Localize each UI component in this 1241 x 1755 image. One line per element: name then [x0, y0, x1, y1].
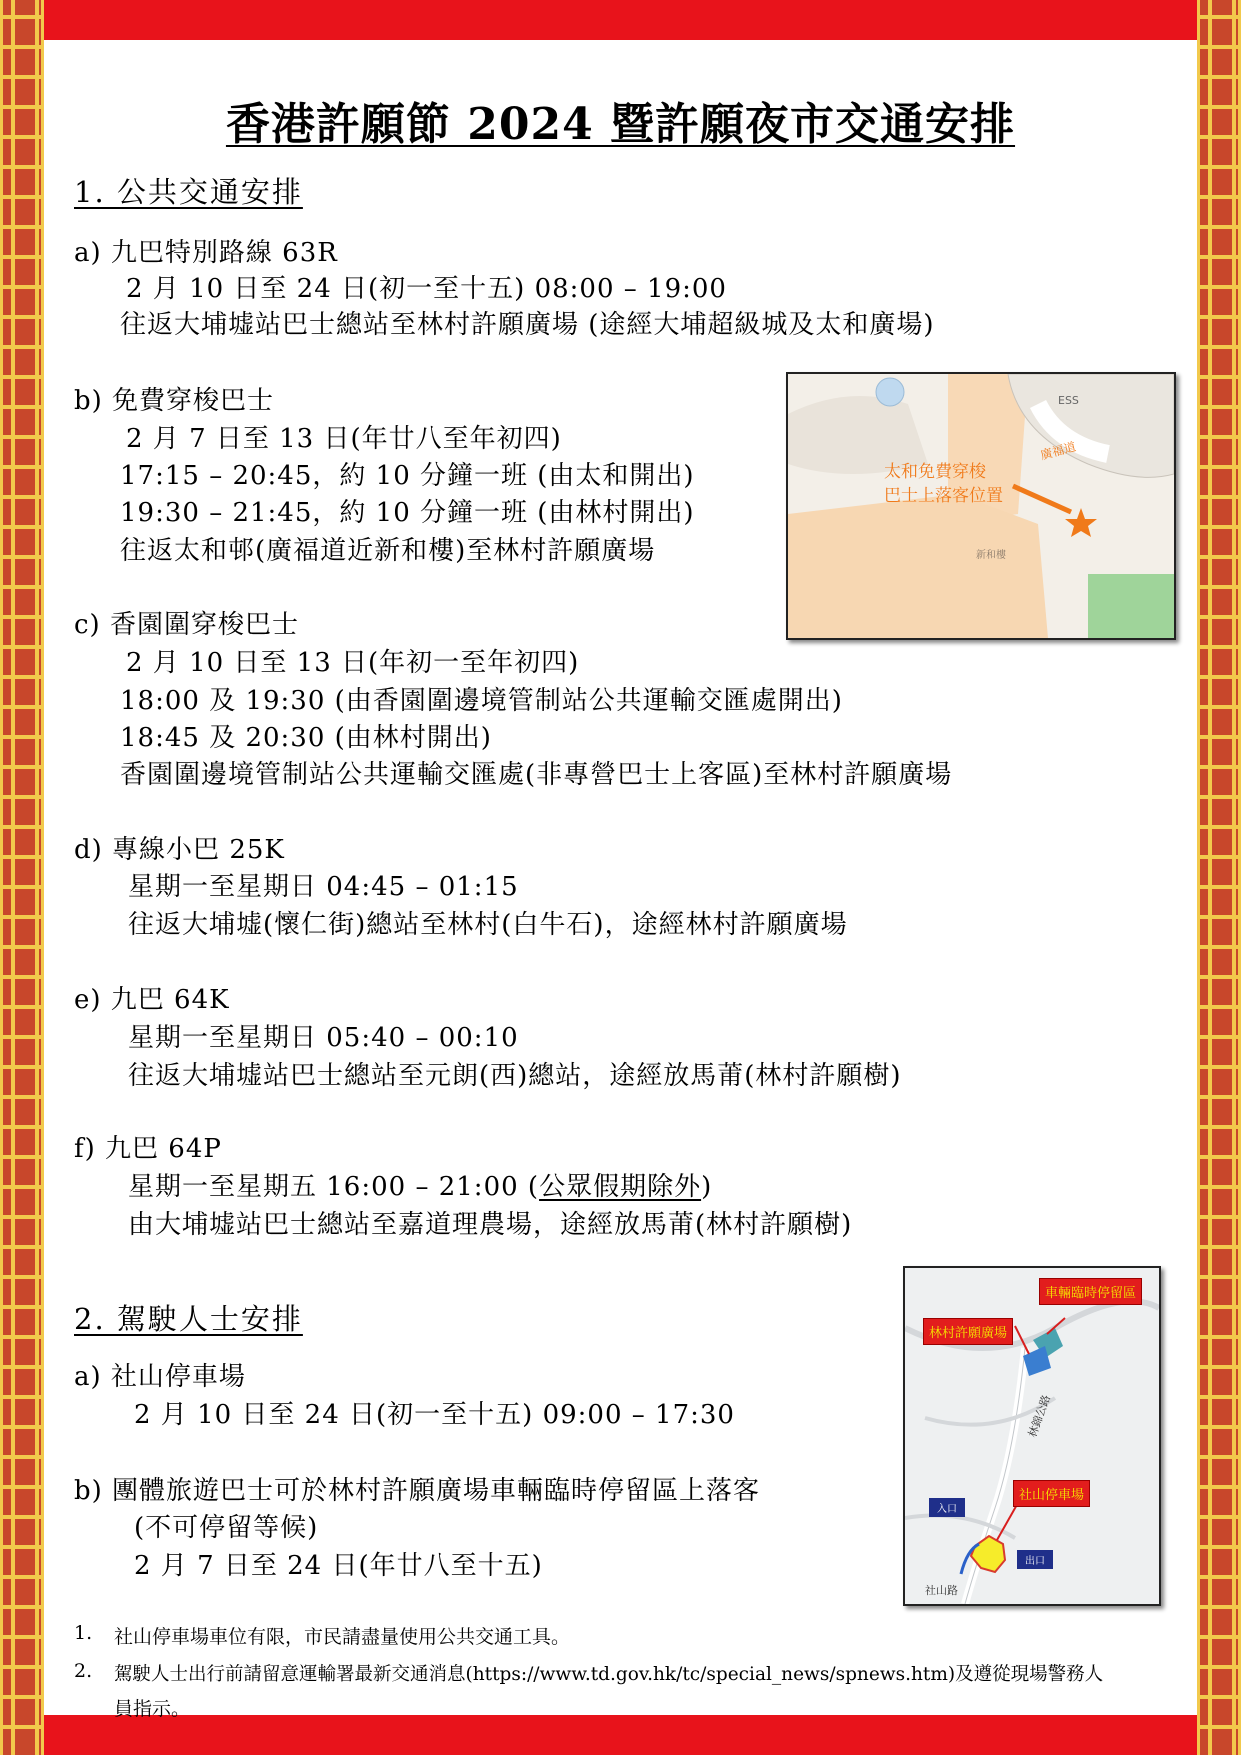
section-heading-drivers: 2. 駕駛人士安排 — [74, 1302, 303, 1336]
item-d-time: 星期一至星期日 04:45 – 01:15 — [128, 872, 519, 902]
item-c-title: c) 香園圍穿梭巴士 — [74, 610, 299, 640]
map1-label-line1: 太和免費穿梭 — [884, 462, 986, 482]
left-ornamental-border — [0, 0, 44, 1755]
item-c-time2: 18:45 及 20:30 (由林村開出) — [120, 723, 492, 753]
item-d-route: 往返大埔墟(懷仁街)總站至林村(白牛石)，途經林村許願廣場 — [128, 910, 848, 940]
item-a-route: 往返大埔墟站巴士總站至林村許願廣場 (途經大埔超級城及太和廣場) — [120, 310, 935, 340]
item-b-route: 往返太和邨(廣福道近新和樓)至林村許願廣場 — [120, 536, 656, 566]
map2-road2-label: 社山路 — [925, 1584, 958, 1597]
item-2b-note: (不可停留等候) — [134, 1513, 319, 1543]
item-f-time: 星期一至星期五 16:00 – 21:00 (公眾假期除外) — [128, 1172, 713, 1202]
item-f-route: 由大埔墟站巴士總站至嘉道理農場，途經放馬莆(林村許願樹) — [128, 1210, 853, 1240]
map2-carpark-label: 社山停車場 — [1013, 1480, 1090, 1507]
item-e-route: 往返大埔墟站巴士總站至元朗(西)總站，途經放馬莆(林村許願樹) — [128, 1061, 902, 1091]
map1-label-line2: 巴士上落客位置 — [884, 486, 1003, 506]
item-2b-date: 2 月 7 日至 24 日(年廿八至十五) — [134, 1551, 543, 1581]
map2-entrance-label: 入口 — [929, 1498, 965, 1517]
sheshan-carpark-map — [903, 1266, 1161, 1606]
note-2-number: 2. — [74, 1660, 93, 1682]
item-c-time1: 18:00 及 19:30 (由香園圍邊境管制站公共運輸交匯處開出) — [120, 686, 843, 716]
note-1-number: 1. — [74, 1622, 93, 1644]
map2-exit-label: 出口 — [1017, 1550, 1053, 1569]
map1-building-label: 新和樓 — [976, 550, 1006, 561]
public-holiday-exception: 公眾假期除外 — [539, 1172, 702, 1202]
item-2a-title: a) 社山停車場 — [74, 1362, 246, 1392]
page-title: 香港許願節 2024 暨許願夜市交通安排 — [225, 99, 1016, 150]
taiwo-shuttle-stop-map — [786, 372, 1176, 640]
map1-ess-label: ESS — [1058, 394, 1079, 407]
section-heading-public-transport: 1. 公共交通安排 — [74, 175, 303, 209]
item-2b-title: b) 團體旅遊巴士可於林村許願廣場車輛臨時停留區上落客 — [74, 1476, 761, 1506]
map2-road1-label: 林錦公路 — [1025, 1393, 1054, 1440]
note-1-text: 社山停車場車位有限，市民請盡量使用公共交通工具。 — [114, 1626, 571, 1648]
item-a-time: 2 月 10 日至 24 日(初一至十五) 08:00 – 19:00 — [126, 274, 727, 304]
item-e-title: e) 九巴 64K — [74, 985, 230, 1015]
note-2-text: 駕駛人士出行前請留意運輸署最新交通消息(https://www.td.gov.hk/tc/special_news/spnews.htm)及遵從現場警務人 — [114, 1664, 1104, 1685]
item-e-time: 星期一至星期日 05:40 – 00:10 — [128, 1023, 519, 1053]
top-red-banner — [0, 0, 1241, 40]
map2-temp-area-label: 車輛臨時停留區 — [1039, 1278, 1142, 1305]
item-b-time1: 17:15 – 20:45，約 10 分鐘一班 (由太和開出) — [120, 461, 695, 491]
item-b-time2: 19:30 – 21:45，約 10 分鐘一班 (由林村開出) — [120, 498, 695, 528]
bottom-red-banner — [0, 1715, 1241, 1755]
item-d-title: d) 專線小巴 25K — [74, 835, 285, 865]
item-b-date: 2 月 7 日至 13 日(年廿八至年初四) — [126, 424, 562, 454]
right-ornamental-border — [1197, 0, 1241, 1755]
item-a-title: a) 九巴特別路線 63R — [74, 238, 338, 268]
item-2a-time: 2 月 10 日至 24 日(初一至十五) 09:00 – 17:30 — [134, 1400, 735, 1430]
item-b-title: b) 免費穿梭巴士 — [74, 386, 275, 416]
map2-square-label: 林村許願廣場 — [923, 1318, 1013, 1345]
map1-road-label: 廣福道 — [1038, 439, 1078, 463]
item-c-route: 香園圍邊境管制站公共運輸交匯處(非專營巴士上客區)至林村許願廣場 — [120, 760, 953, 790]
note-2-continuation: 員指示。 — [114, 1698, 191, 1720]
item-c-date: 2 月 10 日至 13 日(年初一至年初四) — [126, 648, 580, 678]
item-f-title: f) 九巴 64P — [74, 1134, 222, 1164]
